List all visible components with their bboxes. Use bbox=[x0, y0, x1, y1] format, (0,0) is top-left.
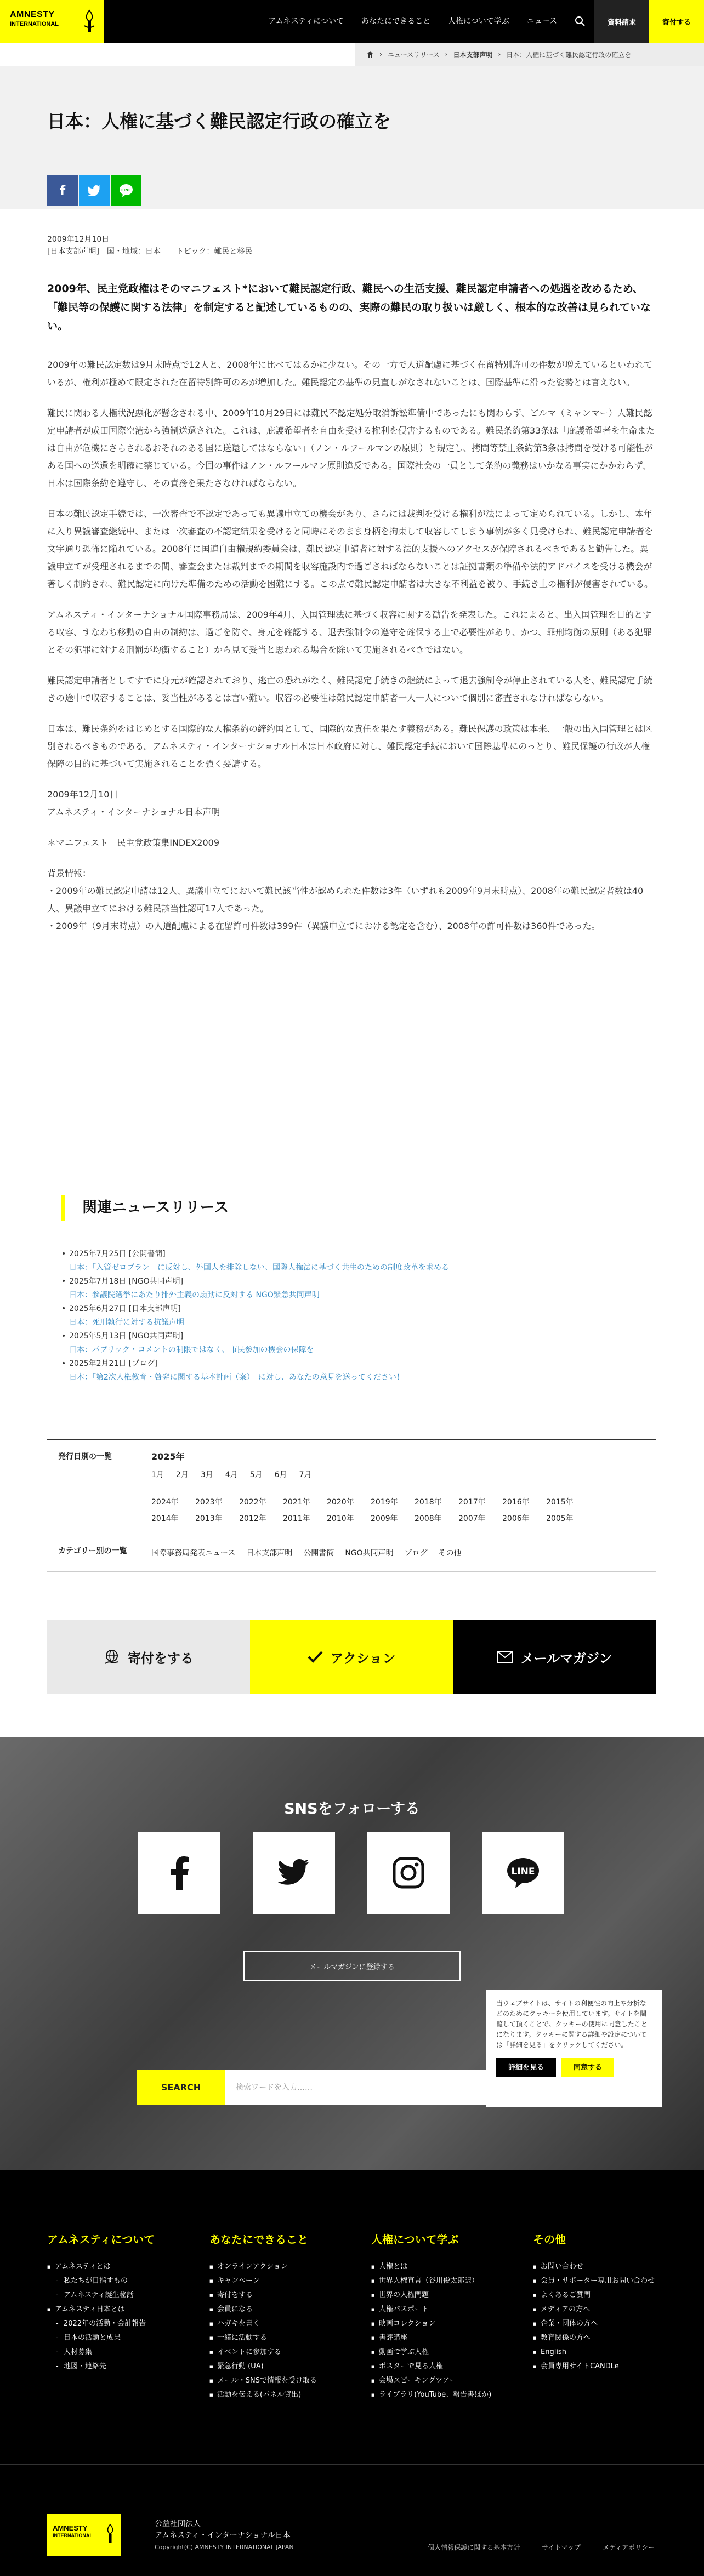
cta-bar bbox=[47, 1620, 656, 1694]
year-link[interactable]: 2008年 bbox=[415, 1514, 442, 1523]
footer-link[interactable]: ■ 世界の人権問題 bbox=[371, 2288, 514, 2303]
footer-link[interactable]: - 人材募集 bbox=[47, 2345, 190, 2360]
year-link[interactable]: 2006年 bbox=[502, 1514, 530, 1523]
facebook-share-button[interactable]: f bbox=[47, 175, 78, 206]
year-link[interactable]: 2023年 bbox=[195, 1498, 223, 1507]
footer-link[interactable]: ■ お問い合わせ bbox=[533, 2260, 675, 2274]
footer-logo-text: AMNESTY bbox=[53, 2524, 88, 2532]
footer-logo[interactable] bbox=[47, 2514, 121, 2556]
org-type: 公益社団法人 bbox=[155, 2520, 201, 2528]
article-paragraph: 難民認定申請者としてすでに身元が確認されており、逃亡の恐れがなく、難民認定手続きの継続によって退去強制令が停止されている人を、難民認定手続きの途中で収容することは、妥当性があるとは言い難い。収容の必要性は難民認定申請者一人一人について個別に審査されなければならない。 bbox=[47, 675, 653, 703]
mail-icon bbox=[497, 1651, 513, 1663]
item-link[interactable]: 日本：「第2次人権教育・啓発に関する基本計画（案）」に対し、あなたの意見を送ってください！ bbox=[69, 1373, 404, 1382]
footer-link[interactable]: - アムネスティ誕生秘話 bbox=[47, 2288, 190, 2303]
logo-text: AMNESTY bbox=[10, 10, 55, 19]
cookie-banner bbox=[486, 1990, 662, 2107]
footer-link[interactable]: ■ 世界人権宣言（谷川俊太郎訳） bbox=[371, 2274, 514, 2288]
category-link[interactable]: 公開書簡 bbox=[303, 1549, 334, 1558]
copyright: Copyright(C) AMNESTY INTERNATIONAL JAPAN bbox=[155, 2544, 294, 2551]
year-link[interactable]: 2017年 bbox=[458, 1498, 486, 1507]
cookie-more-button[interactable]: 詳細を見る bbox=[496, 2058, 556, 2077]
background-item: ・2009年の難民認定申請は12人、異議申立てにおいて難民該当性が認められた件数は3件（いずれも2009年9月末時点）、2008年の難民認定者数は40人、異議申立てにおける難民該当性認可17人であった。 bbox=[47, 886, 644, 914]
mail-cta-button[interactable] bbox=[453, 1620, 656, 1694]
year-link[interactable]: 2013年 bbox=[195, 1514, 223, 1523]
action-cta-label: アクション bbox=[330, 1650, 396, 1666]
year-link[interactable]: 2020年 bbox=[327, 1498, 354, 1507]
item-date: • 2025年7月25日 [公開書簡] bbox=[69, 1250, 166, 1258]
footer-column bbox=[371, 2231, 514, 2402]
footer-link[interactable]: ■ 一緒に活動する bbox=[209, 2331, 352, 2345]
page-title: 日本：人権に基づく難民認定行政の確立を bbox=[47, 111, 391, 132]
year-link[interactable]: 2007年 bbox=[458, 1514, 486, 1523]
article-date: 2009年12月10日 bbox=[47, 235, 110, 244]
year-link[interactable]: 2012年 bbox=[239, 1514, 266, 1523]
amnesty-logo[interactable] bbox=[0, 0, 104, 43]
materials-button[interactable]: 資料請求 bbox=[594, 0, 649, 43]
month-link[interactable]: 1月 bbox=[151, 1471, 164, 1479]
item-link[interactable]: 日本：死刑執行に対する抗議声明 bbox=[69, 1318, 184, 1327]
footer-link[interactable]: ■ ライブラリ(YouTube、報告書ほか) bbox=[371, 2388, 514, 2402]
footer-org bbox=[155, 2518, 294, 2553]
sign-org: アムネスティ・インターナショナル日本声明 bbox=[47, 807, 220, 817]
month-link[interactable]: 3月 bbox=[200, 1471, 213, 1479]
item-link[interactable]: 日本：「入管ゼロプラン」に反対し、外国人を排除しない、国際人権法に基づく共生のための制度改革を求める bbox=[69, 1263, 449, 1272]
item-date: • 2025年6月27日 [日本支部声明] bbox=[69, 1304, 181, 1313]
footer-link[interactable]: ■ 緊急行動 (UA) bbox=[209, 2360, 352, 2374]
year-link[interactable]: 2005年 bbox=[546, 1514, 574, 1523]
privacy-link[interactable]: 個人情報保護に関する基本方針 bbox=[428, 2544, 520, 2551]
twitter-icon bbox=[277, 1859, 310, 1887]
footer-column bbox=[209, 2231, 352, 2402]
category-link[interactable]: NGO共同声明 bbox=[345, 1549, 394, 1558]
footer-link[interactable]: ■ ポスターで見る人権 bbox=[371, 2360, 514, 2374]
item-date: • 2025年2月21日 [ブログ] bbox=[69, 1359, 158, 1368]
globe-hand-icon bbox=[104, 1649, 120, 1665]
related-news bbox=[47, 1195, 656, 1384]
facebook-follow-button[interactable] bbox=[138, 1832, 220, 1914]
year-link[interactable]: 2011年 bbox=[283, 1514, 310, 1523]
footer-link[interactable]: ■ イベントに参加する bbox=[209, 2345, 352, 2360]
article-paragraph: アムネスティ・インターナショナル国際事務局は、2009年4月、入国管理法に基づく収容に関する勧告を発表した。これによると、出入国管理を目的とする収容、すなわち移動の自由の制約は、過ごを防ぐ、身元を確認する、退去強制令の遵守を確保する上で必要性があり、かつ、罪刑均衡の原則（ある犯罪とその犯罪に対する刑罰が均衡すること）から見て妥当と思われる場合を除いて実施されるべきではない。 bbox=[47, 609, 652, 655]
footer-link[interactable]: ■ ハガキを書く bbox=[209, 2317, 352, 2331]
footer-link[interactable]: ■ 企業・団体の方へ bbox=[533, 2317, 675, 2331]
archive-years bbox=[151, 1496, 656, 1524]
footer-link[interactable]: ■ 会員になる bbox=[209, 2303, 352, 2317]
share-buttons bbox=[47, 175, 141, 206]
donate-button[interactable]: 寄付する bbox=[649, 0, 704, 43]
list-item[interactable] bbox=[61, 1357, 656, 1384]
main-nav bbox=[260, 0, 704, 43]
article-meta bbox=[47, 233, 252, 258]
item-link[interactable]: 日本：参議院選挙にあたり排外主義の扇動に反対する NGO緊急共同声明 bbox=[69, 1291, 320, 1300]
category-link[interactable]: 日本支部声明 bbox=[246, 1549, 293, 1558]
nav-about[interactable]: アムネスティについて bbox=[268, 17, 344, 26]
breadcrumb-item[interactable]: 日本支部声明 bbox=[453, 50, 493, 59]
year-link[interactable]: 2022年 bbox=[239, 1498, 266, 1507]
footer-link[interactable]: ■ 人権とは bbox=[371, 2260, 514, 2274]
page-hero bbox=[0, 66, 704, 209]
site-header bbox=[0, 0, 704, 43]
candle-icon bbox=[104, 2523, 116, 2545]
footer-link[interactable]: ■ 書評講座 bbox=[371, 2331, 514, 2345]
line-logo-text: LINE bbox=[511, 1866, 535, 1877]
archive-date-label: 発行日別の一覧 bbox=[58, 1452, 112, 1461]
footer-link[interactable]: - 私たちが目指すもの bbox=[47, 2274, 190, 2288]
list-item[interactable] bbox=[61, 1275, 656, 1302]
category-link[interactable]: ブログ bbox=[404, 1549, 428, 1558]
footer-link[interactable]: ■ キャンペーン bbox=[209, 2274, 352, 2288]
archive-categories bbox=[151, 1544, 656, 1561]
footer-link[interactable]: - 日本の活動と成果 bbox=[47, 2331, 190, 2345]
home-icon[interactable] bbox=[366, 50, 374, 58]
article-lead: 2009年、民主党政権はそのマニフェスト*において難民認定行政、難民への生活支援、難民認定申請者への処遇を改めるため、「難民等の保護に関する法律」を制定すると記述しているものの、実際の難民の取り扱いは厳しく、根本的な改善は見られていない。 bbox=[47, 283, 651, 332]
archive-category-label: カテゴリー別の一覧 bbox=[58, 1547, 127, 1555]
footer-link[interactable]: ■ 寄付をする bbox=[209, 2288, 352, 2303]
instagram-follow-button[interactable] bbox=[367, 1832, 450, 1914]
action-cta-button[interactable] bbox=[250, 1620, 453, 1694]
footer-column-heading: アムネスティについて bbox=[47, 2233, 155, 2246]
twitter-share-button[interactable] bbox=[79, 175, 110, 206]
nav-act[interactable]: あなたにできること bbox=[361, 17, 430, 26]
donate-cta-button[interactable] bbox=[47, 1620, 250, 1694]
twitter-icon bbox=[88, 185, 101, 196]
year-link[interactable]: 2010年 bbox=[327, 1514, 354, 1523]
line-icon bbox=[506, 1856, 541, 1889]
category-link[interactable]: その他 bbox=[438, 1549, 462, 1558]
sign-date: 2009年12月10日 bbox=[47, 789, 118, 800]
month-link[interactable]: 5月 bbox=[249, 1471, 263, 1479]
site-footer bbox=[0, 2170, 704, 2576]
breadcrumb: › ニュースリリース › 日本支部声明 › 日本：人権に基づく難民認定行政の確立を bbox=[355, 43, 704, 66]
footer-column-heading: その他 bbox=[533, 2233, 566, 2246]
footer-link[interactable]: ■ 映画コレクション bbox=[371, 2317, 514, 2331]
article-body bbox=[47, 280, 656, 948]
logo-subtext: INTERNATIONAL bbox=[10, 21, 59, 27]
archive-index bbox=[47, 1439, 656, 1572]
sns-heading: SNSをフォローする bbox=[284, 1800, 420, 1817]
mail-cta-label: メールマガジン bbox=[520, 1650, 612, 1666]
footer-link[interactable]: ■ アムネスティとは bbox=[47, 2260, 190, 2274]
footer-link[interactable]: - 地図・連絡先 bbox=[47, 2360, 190, 2374]
breadcrumb-item[interactable]: ニュースリリース bbox=[387, 50, 440, 59]
line-icon bbox=[118, 184, 134, 198]
cookie-text: 当ウェブサイトは、サイトの利便性の向上や分析などのためにクッキーを使用しています。サイトを閲覧して頂くことで、クッキーの使用に同意したことになります。クッキーに関する詳細や設定については「詳細を見る」をクリックしてください。 bbox=[496, 1999, 648, 2049]
year-link[interactable]: 2015年 bbox=[546, 1498, 574, 1507]
year-link[interactable]: 2021年 bbox=[283, 1498, 310, 1507]
footnote: ＊マニフェスト 民主党政策集INDEX2009 bbox=[47, 837, 219, 848]
footer-link[interactable]: - 2022年の活動・会計報告 bbox=[47, 2317, 190, 2331]
item-link[interactable]: 日本：パブリック・コメントの制限ではなく、市民参加の機会の保障を bbox=[69, 1346, 314, 1354]
year-link[interactable]: 2014年 bbox=[151, 1514, 179, 1523]
list-item[interactable] bbox=[61, 1330, 656, 1357]
footer-link[interactable]: ■ よくあるご質問 bbox=[533, 2288, 675, 2303]
footer-links bbox=[428, 2543, 655, 2552]
year-link[interactable]: 2016年 bbox=[502, 1498, 530, 1507]
sitemap-link[interactable]: サイトマップ bbox=[542, 2544, 581, 2551]
item-date: • 2025年7月18日 [NGO共同声明] bbox=[69, 1277, 184, 1286]
article-paragraph: 日本は、難民条約をはじめとする国際的な人権条約の締約国として、国際的な責任を果たす義務がある。難民保護の政策は本来、一般の出入国管理とは区別されるべきものである。アムネスティ・インターナショナル日本は日本政府に対し、難民認定手続において国際基準にのっとり、難民保護の行政が人権保障の目的に基づいて実施されることを強く要請する。 bbox=[47, 723, 652, 769]
month-link[interactable]: 4月 bbox=[225, 1471, 238, 1479]
footer-link[interactable]: ■ アムネスティ日本とは bbox=[47, 2303, 190, 2317]
footer-link[interactable]: ■ 活動を伝える(パネル貸出) bbox=[209, 2388, 352, 2402]
article-paragraph: 難民に関わる人権状況悪化が懸念される中、2009年10月29日には難民不認定処分取消訴訟準備中であったにも関わらず、ビルマ（ミャンマー）人難民認定申請者が成田国際空港から強制送還された。これは、庇護希望者を自由を受ける権利を侵害するものである。難民条約第33条は「庇護希望者を生命または自由が危機にさらされるおそれのある国に送還してはならない」（ノン・ルフールマンの原則）と規定し、拷問等禁止条約第3条は拷問を受ける可能性がある国への送還を明確に禁じている。今回の事件はノン・ルフールマン原則違反である。国際社会の一員として条約の義務はいかなる事実にかかわらず、日本は国際条約を遵守し、その責務を果たさなければならない。 bbox=[47, 408, 655, 488]
checkmark-icon bbox=[308, 1650, 323, 1663]
footer-link[interactable]: ■ 会場スピーキングツアー bbox=[371, 2374, 514, 2388]
search-icon[interactable] bbox=[566, 0, 594, 43]
related-heading: 関連ニュースリリース bbox=[61, 1195, 656, 1221]
footer-column bbox=[533, 2231, 675, 2374]
footer-link[interactable]: ■ 会員専用サイトCANDLe bbox=[533, 2360, 675, 2374]
footer-column-heading: 人権について学ぶ bbox=[371, 2233, 459, 2246]
footer-link[interactable]: ■ 教育関係の方へ bbox=[533, 2331, 675, 2345]
month-link[interactable]: 7月 bbox=[299, 1471, 312, 1479]
background-item: ・2009年（9月末時点）の人道配慮による在留許可件数は399件（異議申立てにおける認定を含む）、2008年の許可件数は360件であった。 bbox=[47, 921, 600, 931]
nav-news[interactable]: ニュース bbox=[526, 17, 557, 26]
footer-link[interactable]: ■ English bbox=[533, 2345, 675, 2360]
year-link[interactable]: 2024年 bbox=[151, 1498, 179, 1507]
nav-learn[interactable]: 人権について学ぶ bbox=[447, 17, 509, 26]
twitter-follow-button[interactable] bbox=[253, 1832, 335, 1914]
list-item[interactable] bbox=[61, 1247, 656, 1275]
breadcrumb-current: 日本：人権に基づく難民認定行政の確立を bbox=[506, 50, 632, 59]
footer-link[interactable]: ■ メール・SNSで情報を受け取る bbox=[209, 2374, 352, 2388]
svg-text:LINE: LINE bbox=[121, 188, 131, 192]
month-link[interactable]: 6月 bbox=[274, 1471, 287, 1479]
org-name: アムネスティ・インターナショナル日本 bbox=[155, 2531, 291, 2540]
article-categories: [日本支部声明] 国・地域：日本 トピック：難民と移民 bbox=[47, 247, 253, 256]
list-item[interactable] bbox=[61, 1302, 656, 1330]
item-date: • 2025年5月13日 [NGO共同声明] bbox=[69, 1332, 184, 1341]
year-link[interactable]: 2018年 bbox=[415, 1498, 442, 1507]
footer-column bbox=[47, 2231, 190, 2374]
facebook-icon bbox=[168, 1855, 190, 1890]
donate-cta-label: 寄付をする bbox=[128, 1650, 194, 1666]
related-list bbox=[47, 1247, 656, 1384]
search-button[interactable]: SEARCH bbox=[137, 2070, 225, 2105]
cookie-agree-button[interactable]: 同意する bbox=[561, 2058, 614, 2077]
archive-current-year[interactable]: 2025年 bbox=[151, 1451, 185, 1462]
instagram-icon bbox=[392, 1856, 425, 1889]
year-link[interactable]: 2009年 bbox=[371, 1514, 398, 1523]
newsletter-signup-button[interactable]: メールマガジンに登録する bbox=[243, 1951, 461, 1981]
footer-link[interactable]: ■ 動画で学ぶ人権 bbox=[371, 2345, 514, 2360]
candle-icon bbox=[82, 9, 96, 33]
line-share-button[interactable] bbox=[111, 175, 141, 206]
month-link[interactable]: 2月 bbox=[175, 1471, 189, 1479]
article-paragraph: 2009年の難民認定数は9月末時点で12人と、2008年に比べてはるかに少ない。その一方で人道配慮に基づく在留特別許可の件数が増えているといわれているが、権利が極めて限定された在留特別許可のみが増加した。難民認定の基準の見直しがなされないことは、国際基準に沿った姿勢とは言えない。 bbox=[47, 360, 652, 387]
footer-bottom bbox=[0, 2464, 704, 2576]
footer-link[interactable]: ■ メディアの方へ bbox=[533, 2303, 675, 2317]
footer-link[interactable]: ■ オンラインアクション bbox=[209, 2260, 352, 2274]
background-title: 背景情報： bbox=[47, 868, 92, 879]
category-link[interactable]: 国際事務局発表ニュース bbox=[151, 1549, 236, 1558]
footer-column-heading: あなたにできること bbox=[209, 2233, 308, 2246]
footer-link[interactable]: ■ 会員・サポーター専用お問い合わせ bbox=[533, 2274, 675, 2288]
search-input[interactable]: 検索ワードを入力…… bbox=[225, 2070, 567, 2105]
footer-logo-subtext: INTERNATIONAL bbox=[53, 2533, 93, 2538]
line-follow-button[interactable] bbox=[482, 1832, 564, 1914]
footer-link[interactable]: ■ 人権パスポート bbox=[371, 2303, 514, 2317]
archive-months bbox=[151, 1469, 656, 1480]
media-policy-link[interactable]: メディアポリシー bbox=[602, 2544, 655, 2551]
year-link[interactable]: 2019年 bbox=[371, 1498, 398, 1507]
article-paragraph: 日本の難民認定手続では、一次審査で不認定であっても異議申立ての機会があり、さらには裁判を受ける権利が法によって定められている。しかし、本年に入り異議審査継続中、または一次審査の不認定結果を受けると同時にそのまま身柄を拘束して収容してしまう事例が多く見受けられ、難民認定申請者を文字通り恐怖に陥れている。2008年に国連自由権規約委員会は、難民認定申請者に対する法的支援へのアクセスが保障されるべきであると勧告した。異議申立てが受理されるまでの間、審査会または裁判までの期間を収容施設内で過ごさねばならないことは証拠書類の準備や法的アドバイスを受ける機会が著しく制約され、難民認定に向けた準備のための活動を困難にする。この点で難民認定申請者は大きな不利益を被り、手続き上の権利が侵害されている。 bbox=[47, 509, 653, 589]
